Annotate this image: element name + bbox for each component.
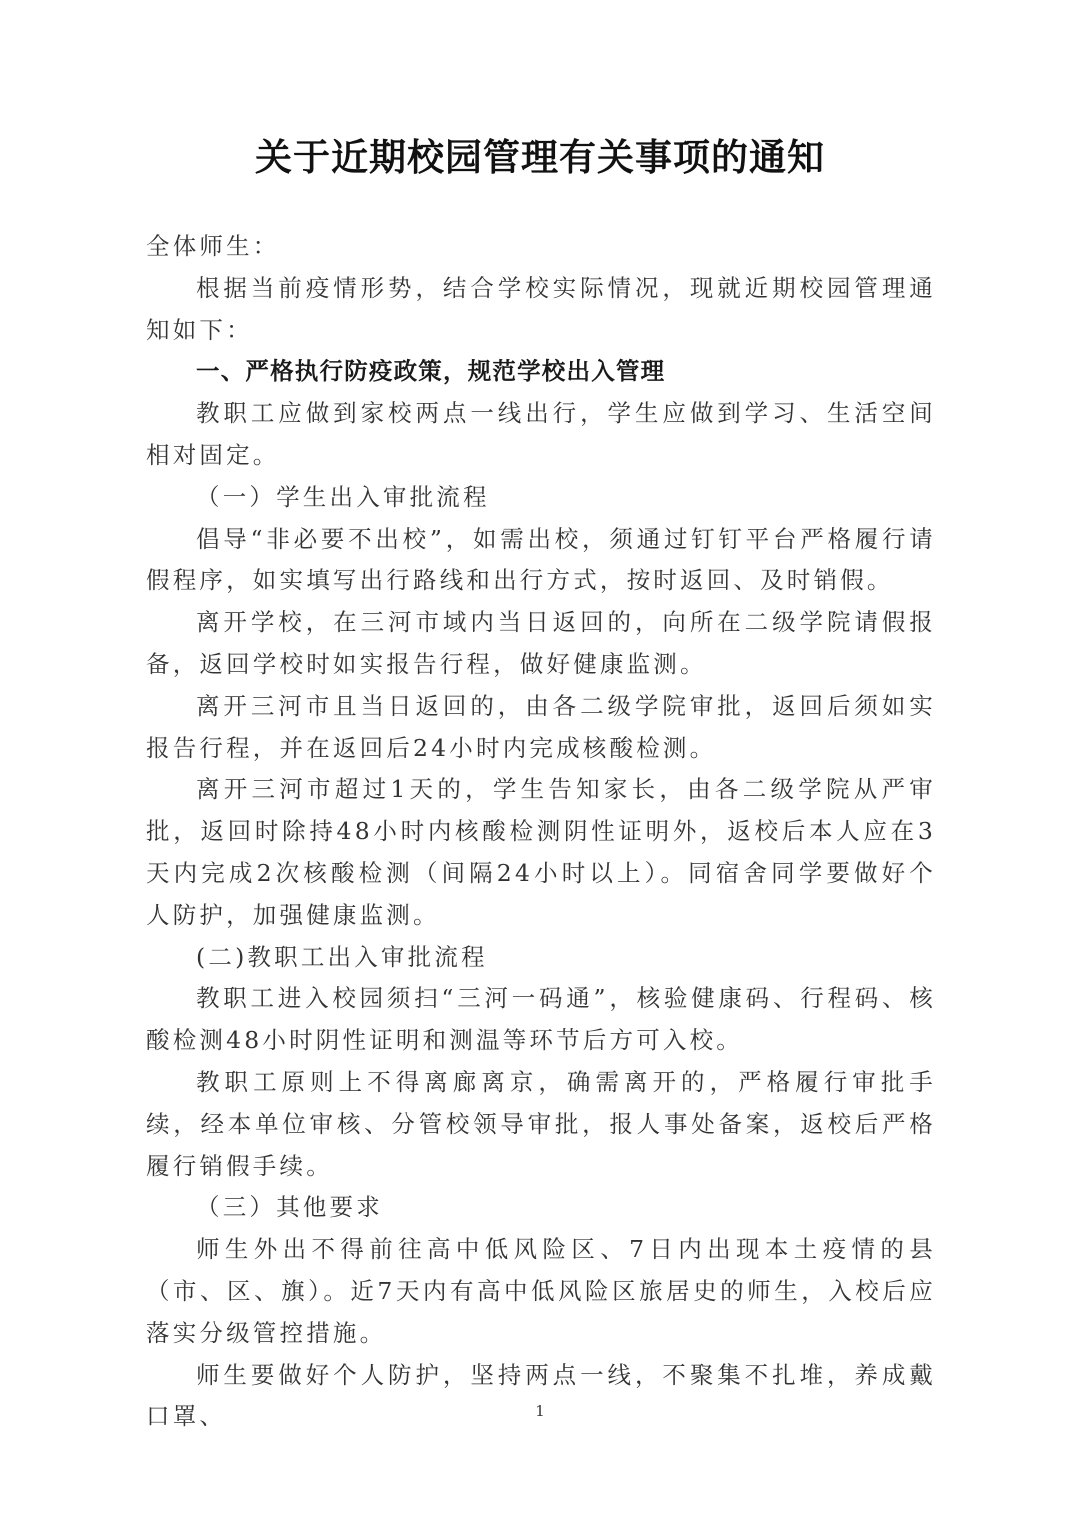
page-number: 1 xyxy=(535,1402,545,1420)
body-paragraph: 倡导“非必要不出校”，如需出校，须通过钉钉平台严格履行请假程序，如实填写出行路线和出行方式，按时返回、及时销假。 xyxy=(146,524,936,595)
section-heading-1: 一、严格执行防疫政策，规范学校出入管理 xyxy=(196,357,666,386)
body-paragraph: 教职工原则上不得离廊离京，确需离开的，严格履行审批手续，经本单位审核、分管校领导审批，报人事处备案，返校后严格履行销假手续。 xyxy=(146,1067,936,1180)
subsection-heading-1: （一）学生出入审批流程 xyxy=(196,482,490,511)
body-paragraph: 离开学校，在三河市域内当日返回的，向所在二级学院请假报备，返回学校时如实报告行程，做好健康监测。 xyxy=(146,608,936,678)
body-paragraph: 离开三河市且当日返回的，由各二级学院审批，返回后须如实报告行程，并在返回后24小时内完成核酸检测。 xyxy=(146,691,936,762)
body-paragraph: 教职工进入校园须扫“三河一码通”，核验健康码、行程码、核酸检测48小时阴性证明和测温等环节后方可入校。 xyxy=(146,984,936,1055)
document-body xyxy=(146,226,936,1438)
body-paragraph: 离开三河市超过1天的，学生告知家长，由各二级学院从严审批，返回时除持48小时内核酸检测阴性证明外，返校后本人应在3天内完成2次核酸检测（间隔24小时以上）。同宿舍同学要做好个人防护，加强健康监测。 xyxy=(146,775,936,929)
subsection-heading-2: (二)教职工出入审批流程 xyxy=(196,942,488,971)
intro-paragraph: 根据当前疫情形势，结合学校实际情况，现就近期校园管理通知如下： xyxy=(146,273,936,344)
document-title: 关于近期校园管理有关事项的通知 xyxy=(255,136,825,179)
subsection-heading-3: （三）其他要求 xyxy=(196,1193,383,1222)
salutation: 全体师生： xyxy=(146,232,280,260)
body-paragraph: 师生外出不得前往高中低风险区、7日内出现本土疫情的县（市、区、旗）。近7天内有高中低风险区旅居史的师生，入校后应落实分级管控措施。 xyxy=(146,1235,936,1347)
body-paragraph: 教职工应做到家校两点一线出行，学生应做到学习、生活空间相对固定。 xyxy=(146,399,936,469)
body-paragraph: 师生要做好个人防护，坚持两点一线，不聚集不扎堆，养成戴口罩、 xyxy=(146,1360,936,1431)
